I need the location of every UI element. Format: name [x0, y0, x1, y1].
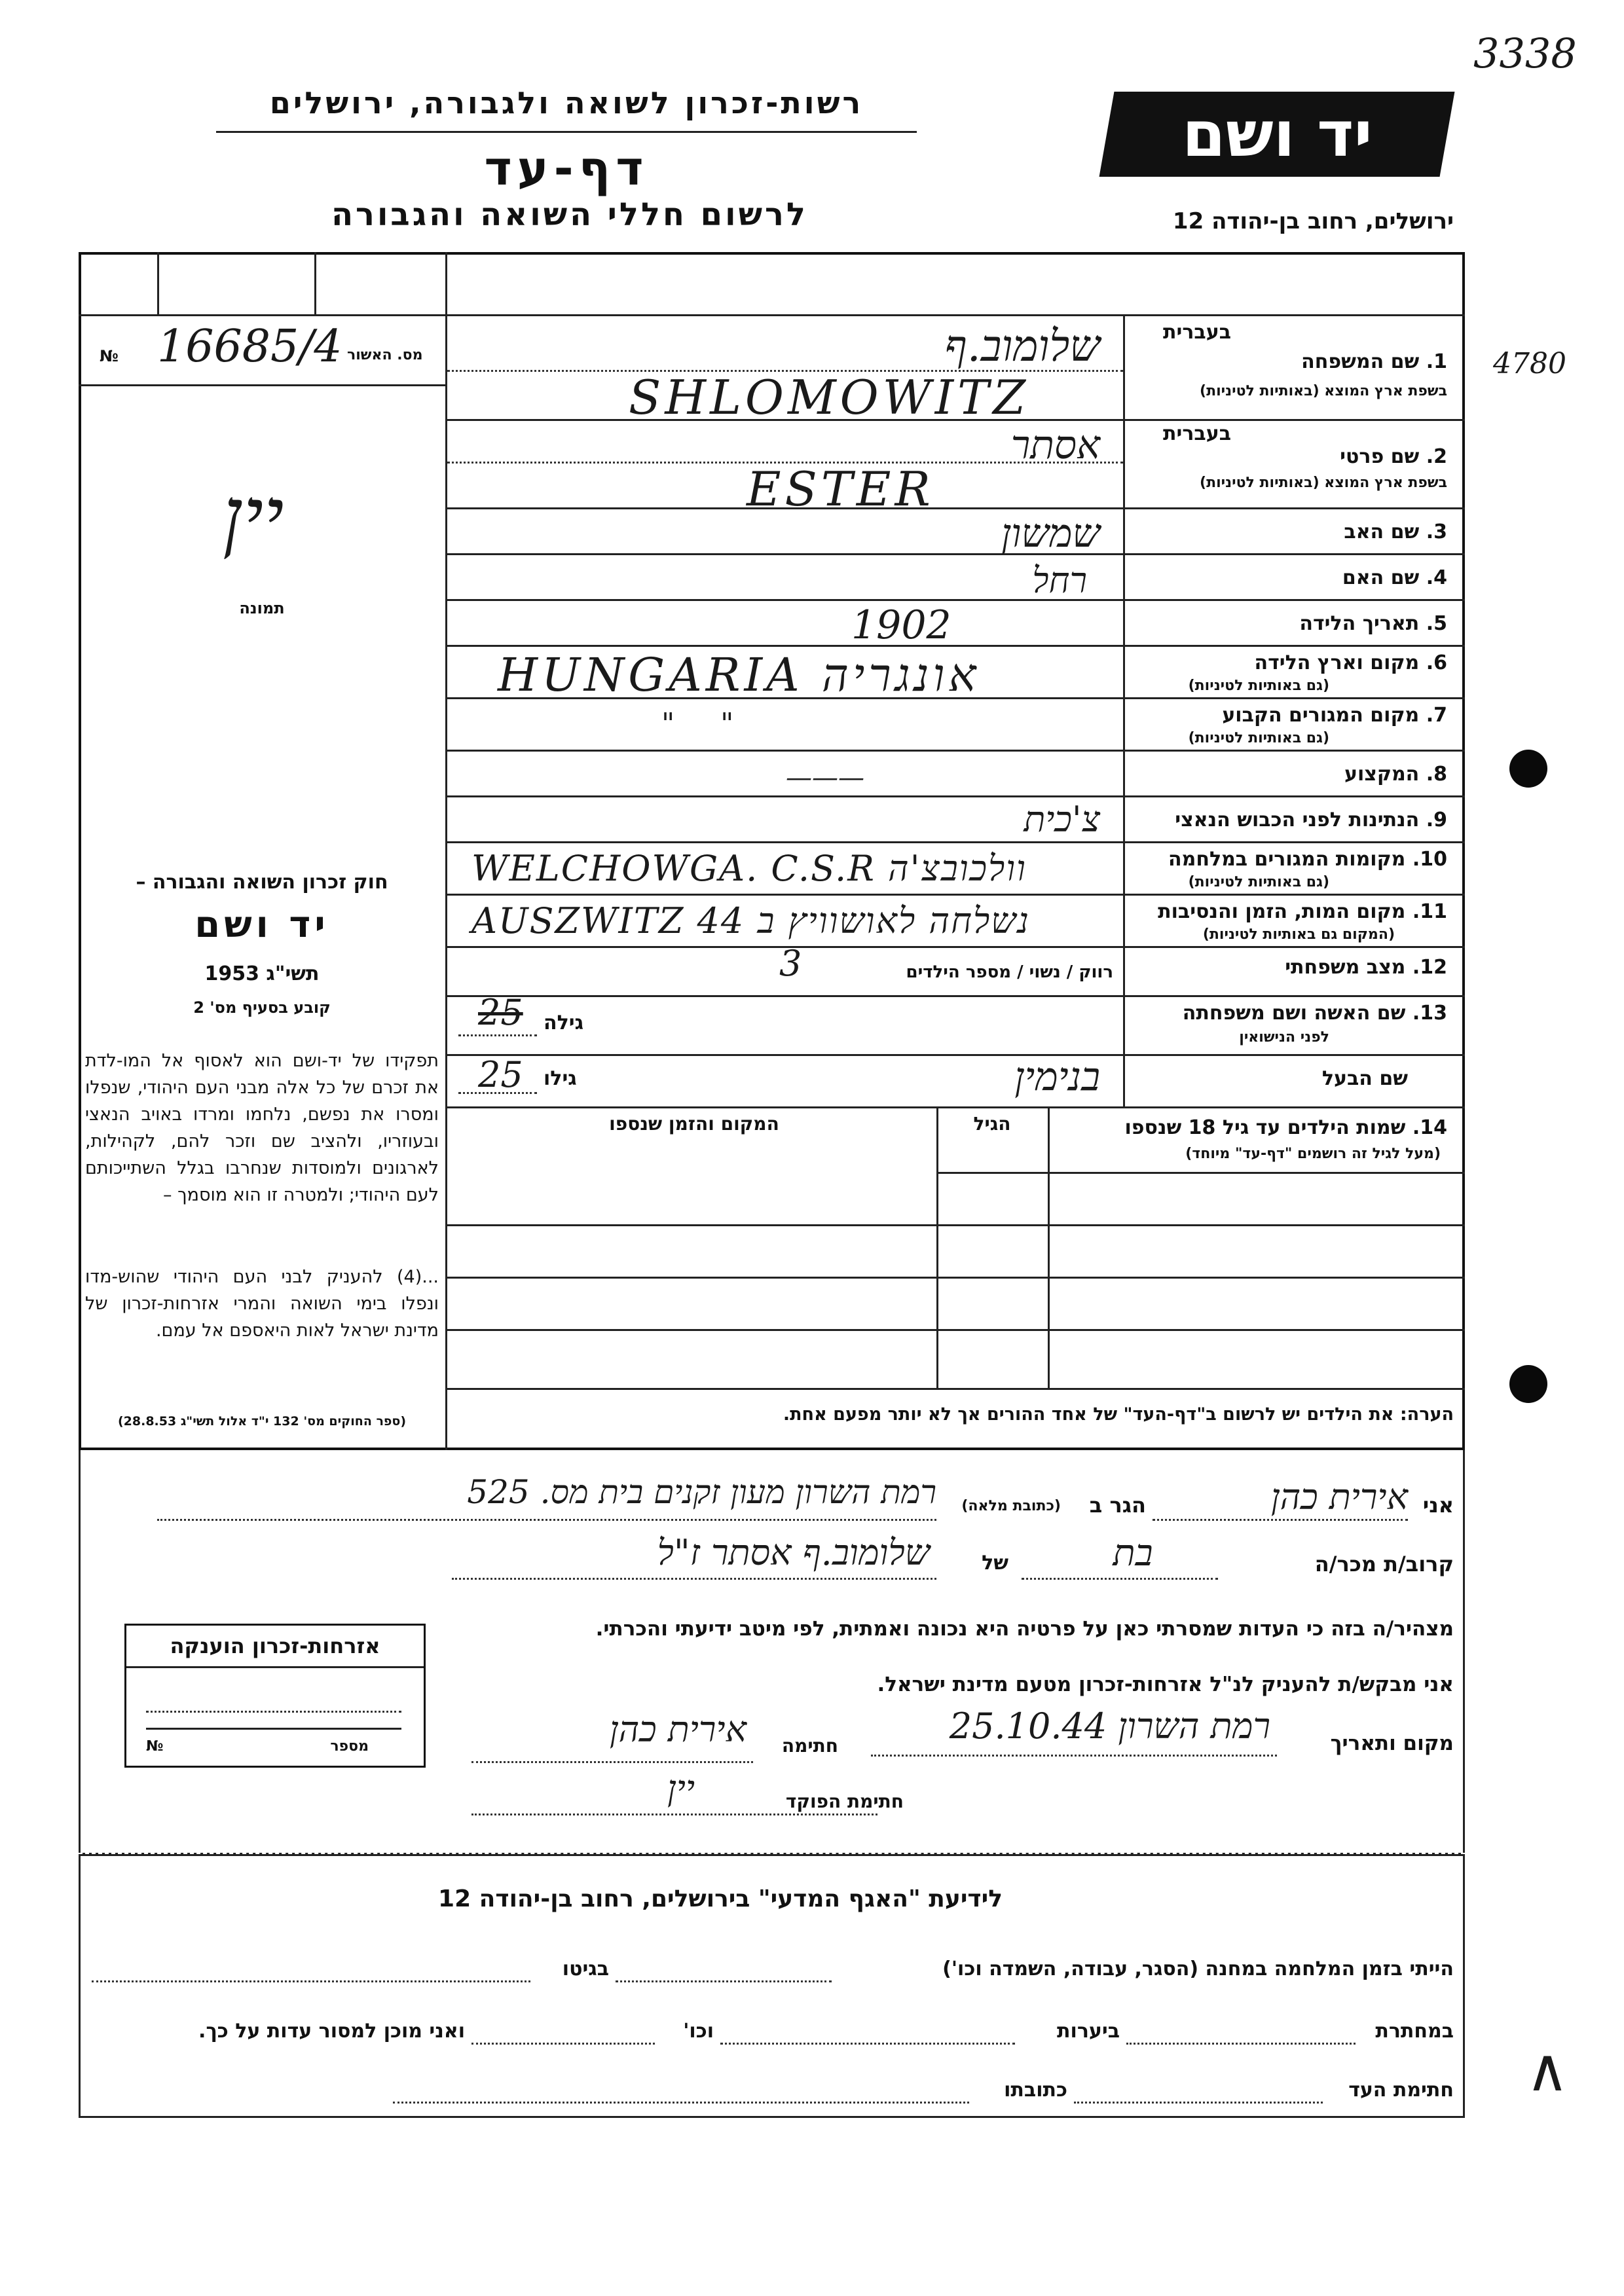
field-2-num: 2. — [1426, 445, 1447, 468]
law-title: חוק זכרון השואה והגבורה – — [136, 871, 388, 894]
declarant-place-date-line — [871, 1755, 1277, 1757]
footer-title: לידיעת "האגף המדעי" בירושלים, רחוב בן-יהודה 12 — [438, 1886, 1003, 1912]
approval-number: 16685/4 — [157, 321, 342, 373]
field-3-name: שם האב — [1344, 520, 1420, 543]
children-row-line-3 — [447, 1329, 1465, 1331]
binder-hole-bottom — [1509, 1365, 1547, 1403]
row-line-8 — [447, 795, 1465, 797]
officer-signature-label: חתימת הפוקד — [785, 1791, 904, 1812]
footer-line2-dots-a — [1126, 2043, 1356, 2045]
row-line-2 — [447, 507, 1465, 509]
field-11-label — [1133, 900, 1447, 923]
frame-left-lower — [79, 1450, 81, 2118]
declarant-of-label: של — [982, 1552, 1008, 1575]
field-12-value: 3 — [779, 943, 802, 984]
memorial-box-divider — [126, 1666, 424, 1668]
field-1-value-latin: SHLOMOWITZ — [629, 370, 1030, 425]
footer-line3-a: חתימת העד — [1348, 2079, 1454, 2102]
children-row-line-4 — [447, 1388, 1465, 1390]
frame-right-lower — [1463, 1450, 1465, 2118]
memorial-box — [124, 1624, 426, 1768]
declarant-statement-2: אני מבקש/ת להעניק לנ"ל אזרחות-זכרון מטעם מדינת ישראל. — [877, 1673, 1454, 1696]
field-6-num: 6. — [1426, 651, 1447, 674]
field-10-label — [1133, 848, 1447, 871]
authority-name: רשות-זכרון לשואה ולגבורה, ירושלים — [269, 85, 864, 120]
officer-signature-value: יין — [667, 1768, 695, 1809]
field-3-num: 3. — [1426, 520, 1447, 543]
memorial-box-title: אזרחות-זכרון הוענקה — [170, 1633, 380, 1658]
declarant-i-label: אני — [1422, 1493, 1454, 1518]
field-8-name: המקצוע — [1344, 763, 1420, 786]
footer-line1-dots-b — [92, 1980, 530, 1982]
approval-label: מס. האשור — [347, 347, 423, 363]
field-5-name: תאריך הלידה — [1299, 612, 1420, 635]
row-line-12 — [447, 995, 1465, 997]
law-text: תפקידו של יד-ושם הוא לאסוף אל המו-לדת את זכרם של כל אלה מבני העם היהודי, שנפלו ומסרו את נפשם, נלחמו ומרדו באויב הנאצי ובעוזריו, ולהציב שם וזכר להם, לקהילות, לארגונים ולמוסדות שנחרבו בגלל השתייכותם לעם היהודי; ולמטרה זו הוא מוסמך – — [85, 1051, 439, 1205]
field-5-num: 5. — [1426, 612, 1447, 635]
field-11-sub: (המקום גם באותיות לטיניות) — [1202, 926, 1395, 943]
field-7-name: מקום המגורים הקבוע — [1222, 704, 1420, 727]
law-reference: (ספר החוקים מס' 132 י"ד אלול תשי"ג 28.8.53) — [117, 1414, 407, 1429]
field-3-value: שמשון — [1001, 511, 1100, 556]
row-line-11 — [447, 946, 1465, 948]
approval-mark: № — [100, 347, 119, 365]
declarant-resides-line — [157, 1519, 936, 1521]
row-line-14 — [447, 1106, 1465, 1108]
footer-separator — [79, 1853, 1465, 1856]
field-7-value: " " — [661, 707, 734, 740]
field-5-value: 1902 — [851, 602, 951, 648]
field-2-sub: בשפת ארץ המוצא (באותיות לטיניות) — [1200, 475, 1447, 491]
memorial-box-frame-inner — [146, 1728, 401, 1730]
field-4-label — [1133, 566, 1447, 589]
footer-line3-b: כתובתו — [1004, 2079, 1067, 2102]
husband-value: בנימין — [1014, 1054, 1100, 1100]
field-7-num: 7. — [1426, 704, 1447, 727]
declarant-relative-label: קרוב/ת מכר/ה — [1314, 1552, 1454, 1576]
husband-age-line — [458, 1092, 537, 1094]
authority-underline — [216, 131, 917, 133]
form-subtitle: לרשום חללי השואה והגבורה — [331, 196, 808, 233]
footer-line2-dots-c — [471, 2043, 655, 2045]
officer-signature-line — [471, 1813, 877, 1815]
field-6-label — [1133, 651, 1447, 674]
binder-hole-top — [1509, 750, 1547, 788]
declarant-of-value: שלומוב.ף אסתר ז"ל — [657, 1532, 930, 1573]
field-12-num: 12. — [1412, 956, 1447, 979]
header-address: ירושלים, רחוב בן-יהודה 12 — [1172, 208, 1454, 234]
law-text-2: ...(4) להעניק לבני העם היהודי שהוש-מדו ונפלו בימי השואה והמרי אזרחות-זכרון של מדינת ישראל לאות היאספם אל עמם. — [85, 1267, 439, 1341]
husband-age-label: גילו — [544, 1067, 577, 1090]
children-row-line-2 — [447, 1277, 1465, 1279]
children-sub: (מעל לגיל זה רושמים "דף-עד" מיוחד) — [1185, 1146, 1441, 1162]
field-2-top: בעברית — [1163, 422, 1231, 445]
footer-line2-d: ואני מוכן למסור עדות על כך. — [198, 2020, 465, 2043]
footer-line3-dots-a — [1074, 2102, 1323, 2104]
field-2-value-hebrew: אסתר — [1010, 422, 1100, 468]
top-strip-mark-2 — [314, 252, 316, 314]
field-11-num: 11. — [1412, 900, 1447, 923]
memorial-box-number-label: מספר — [330, 1738, 369, 1755]
footer-line1-a: הייתי בזמן המלחמה במחנה (הסגר, עבודה, השמדה וכו') — [942, 1958, 1454, 1980]
field-12-sub: רווק / נשוי / מספר הילדים — [906, 962, 1113, 982]
note-text: הערה: את הילדים יש לרשום ב"דף-העד" של אחד ההורים אך לא יותר מפעם אחת. — [783, 1404, 1454, 1425]
field-11-name: מקום המות, הזמן והנסיבות — [1158, 900, 1406, 923]
row-line-9 — [447, 841, 1465, 843]
children-title: שמות הילדים עד גיל 18 שנספו — [1124, 1116, 1406, 1139]
field-5-label — [1133, 612, 1447, 635]
field-10-sub: (גם באותיות לטיניות) — [1188, 874, 1329, 890]
margin-mark: ∧ — [1526, 2036, 1569, 2105]
logo-text: יד ושם — [1181, 98, 1373, 171]
field-6-sub: (גם באותיות לטיניות) — [1188, 678, 1329, 694]
field-2-name: שם פרטי — [1340, 445, 1420, 468]
children-col-divider-2 — [1048, 1106, 1050, 1388]
field-10-value: WELCHOWGA. C.S.R וולכובצ'ה — [471, 848, 1027, 889]
field-6-value: HUNGARIA אונגריה — [498, 648, 980, 702]
label-column-divider — [1123, 314, 1125, 1106]
footer-line2-a: במחתרת — [1375, 2020, 1454, 2043]
field-13-sub: לפני הנישואין — [1239, 1029, 1329, 1046]
field-7-sub: (גם באותיות לטיניות) — [1188, 730, 1329, 746]
field-1-num: 1. — [1426, 350, 1447, 373]
field-11-value: AUSZWITZ 44 נשלחה לאושוויץ ב — [471, 900, 1031, 941]
form-title: דף-עד — [484, 141, 649, 196]
approval-box — [79, 314, 445, 386]
declarant-place-date-value: רמת השרון 25.10.44 — [949, 1705, 1270, 1747]
field-12-label — [1133, 956, 1447, 979]
field-13-num: 13. — [1412, 1002, 1447, 1025]
field-13-age-label: גילה — [544, 1011, 583, 1034]
children-col-divider-1 — [936, 1106, 938, 1388]
footer-line1-dots-a — [616, 1980, 832, 1982]
field-4-value: רחל — [1032, 560, 1087, 601]
footer-line2-dots-b — [720, 2043, 1015, 2045]
field-13-value: 25 — [478, 992, 523, 1033]
children-col-place: המקום והזמן שנספו — [609, 1113, 779, 1135]
field-8-num: 8. — [1426, 763, 1447, 786]
footer-line3-dots-b — [393, 2102, 969, 2104]
field-1-name: שם המשפחה — [1301, 350, 1420, 373]
children-header-line — [936, 1172, 1465, 1174]
children-label — [1054, 1116, 1447, 1139]
field-13-label — [1133, 1002, 1447, 1025]
row-line-5 — [447, 645, 1465, 647]
field-2-label — [1133, 445, 1447, 468]
field-9-value: צ'כית — [1024, 799, 1100, 840]
memorial-box-line — [146, 1711, 401, 1713]
margin-number: 4780 — [1493, 347, 1566, 380]
field-9-num: 9. — [1426, 809, 1447, 831]
law-year: תשי"ג 1953 — [204, 962, 320, 985]
field-10-num: 10. — [1412, 848, 1447, 871]
row-line-7 — [447, 750, 1465, 752]
declarant-relative-line — [1022, 1578, 1218, 1580]
footer-line2-b: ביערות — [1057, 2020, 1120, 2043]
field-9-label — [1133, 809, 1447, 831]
declarant-relative-value: בת — [1113, 1532, 1153, 1575]
children-row-line-1 — [447, 1224, 1465, 1226]
declarant-signature-line — [471, 1761, 753, 1763]
children-col-age: הגיל — [973, 1113, 1011, 1135]
declarant-of-line — [452, 1578, 936, 1580]
law-name: יד ושם — [194, 903, 329, 946]
declarant-resides-label: הגר ב — [1089, 1493, 1146, 1518]
field-2-value-latin: ESTER — [747, 462, 934, 517]
husband-age: 25 — [478, 1054, 523, 1095]
field-3-label — [1133, 520, 1447, 543]
law-section: קובע בסעיף מס' 2 — [193, 998, 331, 1017]
photo-label: תמונה — [239, 599, 285, 617]
field-4-name: שם האם — [1342, 566, 1420, 589]
field-1-sub: בשפת ארץ המוצא (באותיות לטיניות) — [1200, 383, 1447, 399]
field-1-top: בעברית — [1163, 321, 1231, 344]
corner-number: 3338 — [1473, 29, 1577, 77]
declarant-i-line — [1153, 1519, 1408, 1521]
field-13-name: שם האשה ושם משפחתה — [1182, 1002, 1406, 1025]
field-6-name: מקום וארץ הלידה — [1254, 651, 1420, 674]
field-13-age-line — [458, 1034, 537, 1036]
declarant-signature-label: חתימה — [781, 1735, 838, 1757]
left-panel-divider — [445, 252, 447, 1450]
footer-line2-c: וכו' — [683, 2020, 714, 2043]
field-8-value: ——— — [786, 763, 864, 793]
field-1-label — [1133, 350, 1447, 373]
yad-vashem-logo — [1099, 92, 1455, 177]
declarant-signature-value: אירית כהן — [609, 1709, 747, 1750]
declarant-statement-1: מצהיר/ה בזה כי העדות שמסרתי כאן על פרטיה היא נכונה ואמתית, לפי מיטב ידיעתי והכרתי. — [595, 1617, 1454, 1641]
declarant-place-date-label: מקום ותאריך — [1330, 1732, 1454, 1755]
field-7-label — [1133, 704, 1447, 727]
row-line-10 — [447, 894, 1465, 896]
declarant-i-value: אירית כהן — [1270, 1476, 1408, 1518]
field-9-name: הנתינות לפני הכבוש הנאצי — [1175, 809, 1420, 831]
frame-bottom — [79, 2116, 1465, 2118]
children-num: 14. — [1412, 1116, 1447, 1139]
husband-label: שם הבעל — [1321, 1067, 1408, 1090]
field-4-num: 4. — [1426, 566, 1447, 589]
photo-mark: יין — [223, 471, 284, 562]
memorial-box-mark: № — [146, 1738, 164, 1755]
field-10-name: מקומות המגורים במלחמה — [1168, 848, 1406, 871]
field-1-value-hebrew: שלומוב.ף — [944, 321, 1100, 371]
field-12-name: מצב משפחתי — [1285, 956, 1406, 979]
top-strip-mark — [157, 252, 159, 314]
field-8-label — [1133, 763, 1447, 786]
declarant-resides-sub: (כתובת מלאה) — [961, 1498, 1061, 1514]
declarant-resides-value: רמת השרון מעון זקנים בית מס. 525 — [467, 1473, 936, 1511]
footer-line1-b: בגיטו — [562, 1958, 609, 1980]
